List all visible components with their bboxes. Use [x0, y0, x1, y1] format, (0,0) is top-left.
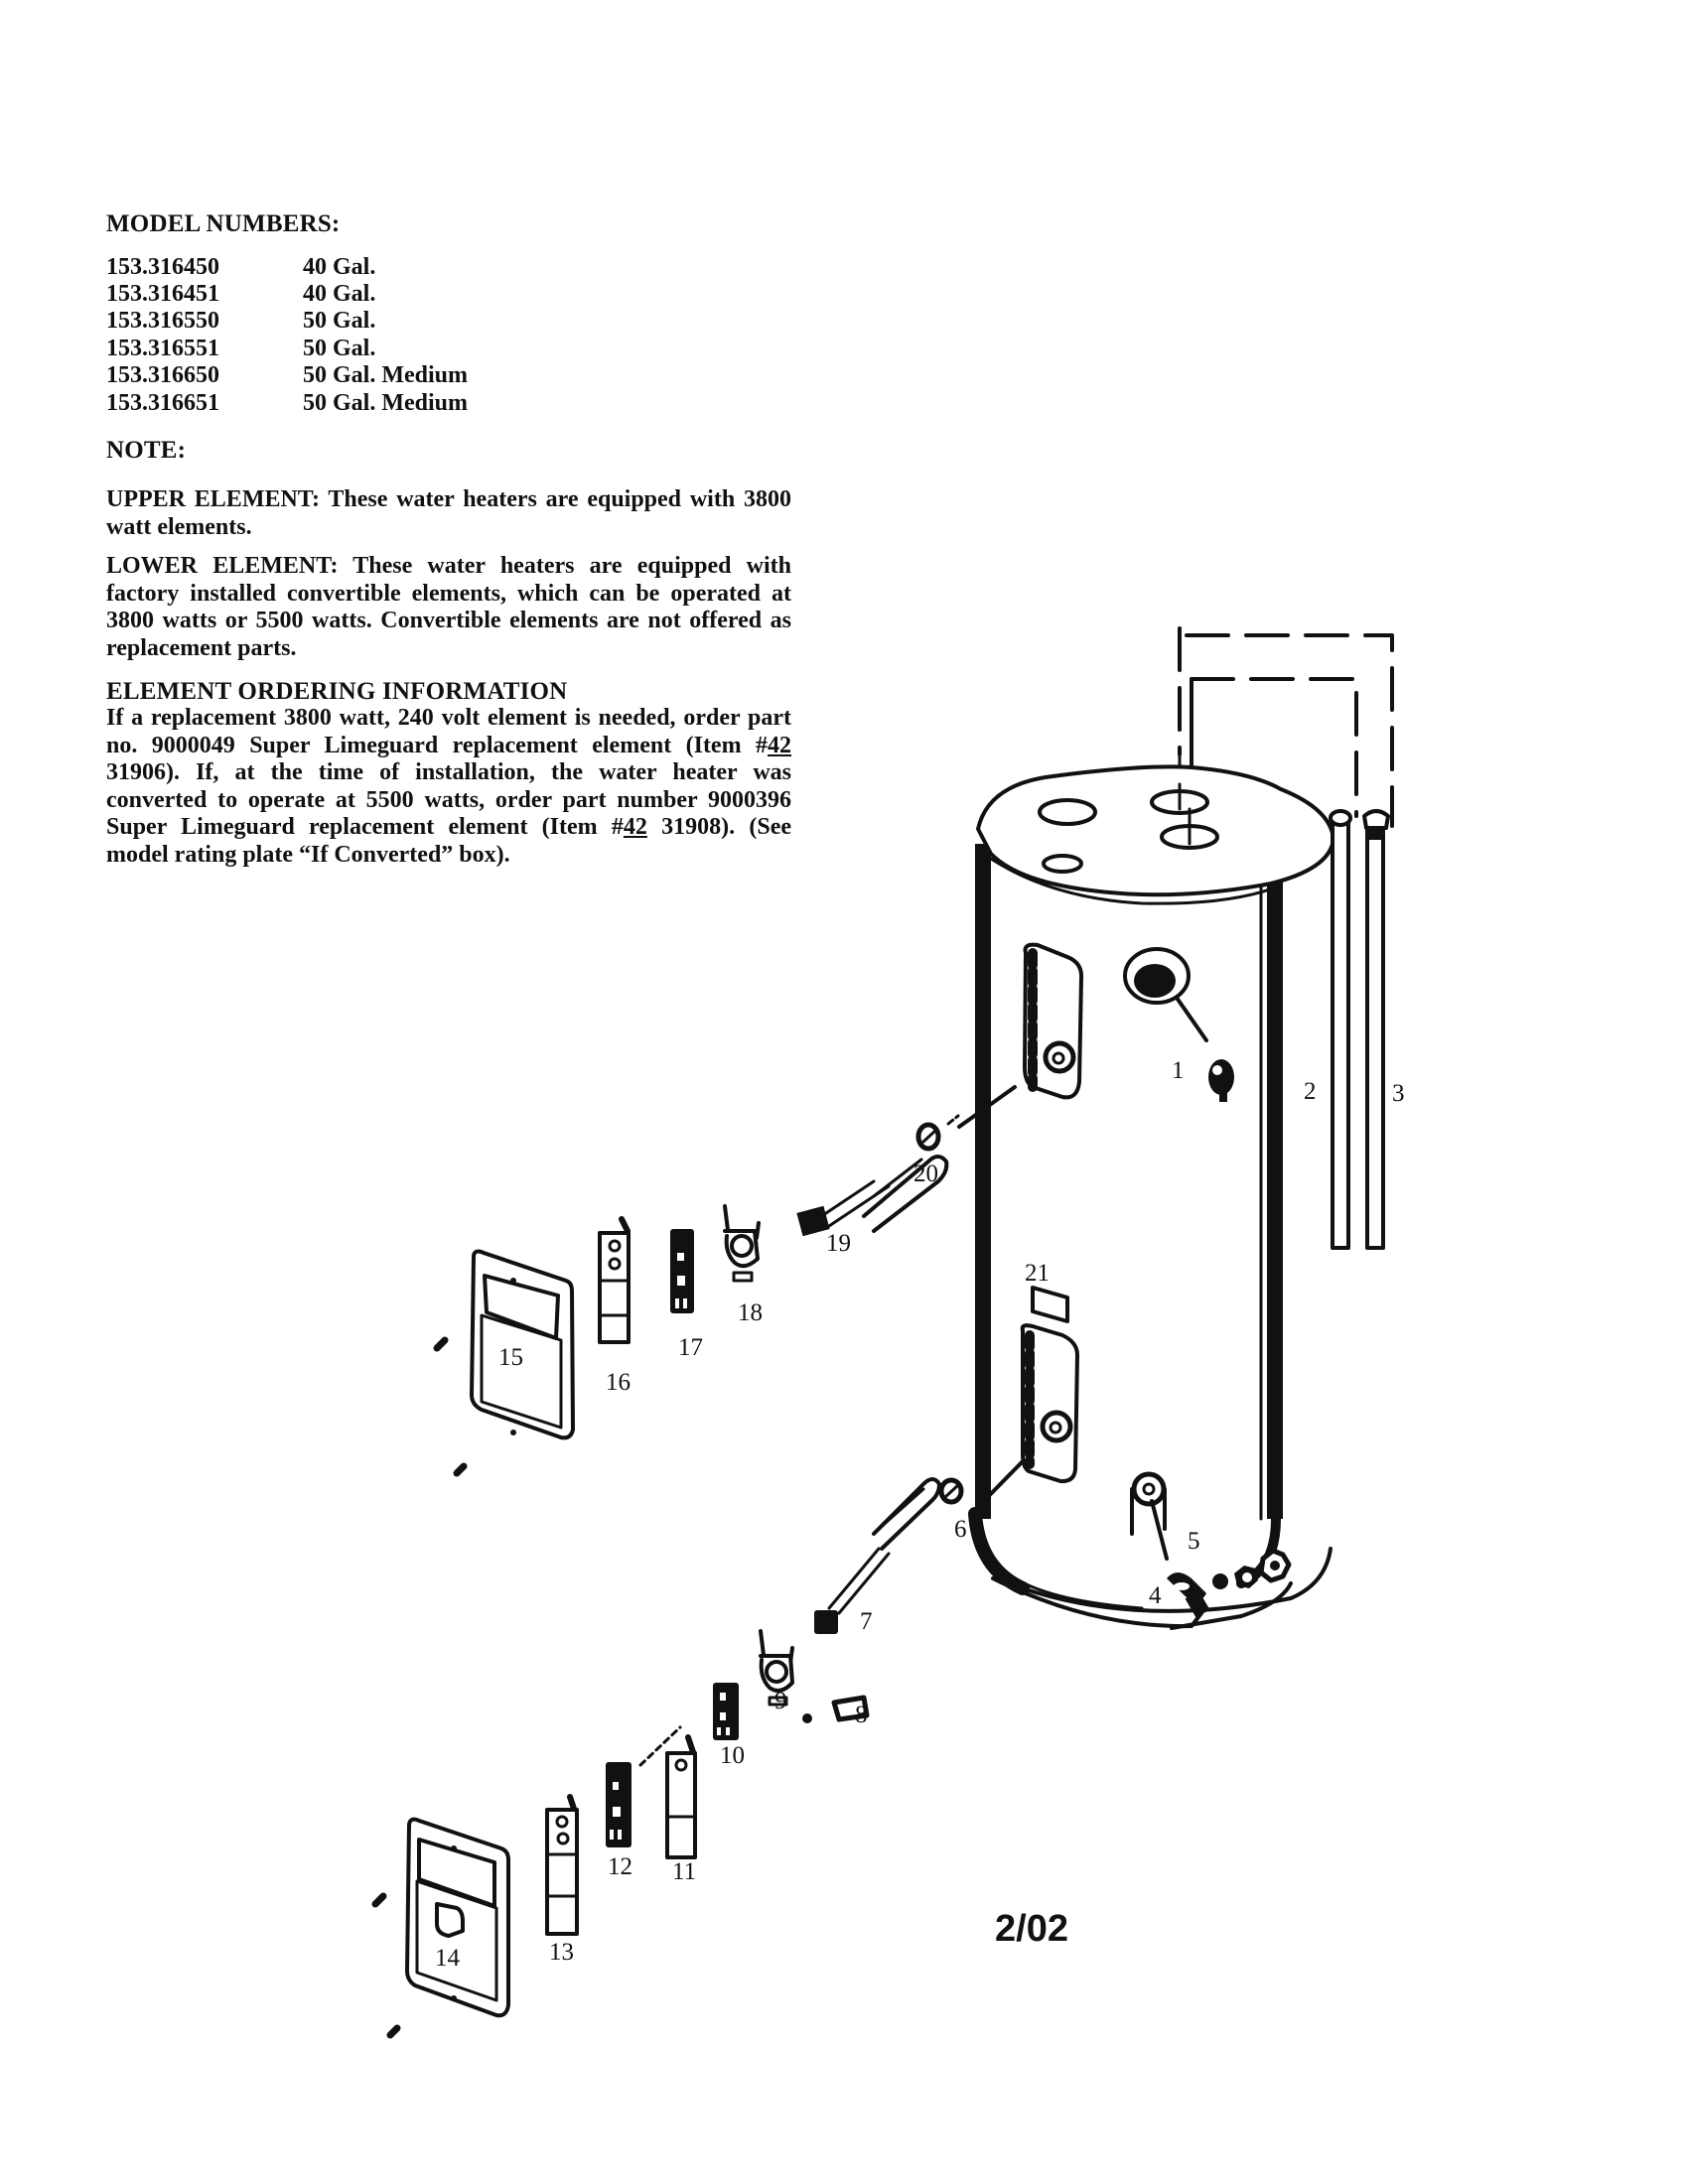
screw — [457, 1466, 464, 1473]
callout-11: 11 — [672, 1858, 697, 1885]
callout-15: 15 — [498, 1344, 523, 1371]
washer-5 — [1212, 1573, 1228, 1589]
lower-element-text: These water heaters are equipped with factory installed convertible elements, which can be operated at 3800 watts or 5500 watts. Convertible elements are not offered as replacement parts. — [106, 553, 791, 661]
lower-element-label: LOWER ELEMENT: — [106, 553, 339, 579]
terminal-cover-11 — [667, 1737, 695, 1857]
lower-heating-element-7 — [814, 1479, 939, 1634]
screw — [437, 1340, 445, 1348]
access-cover-14 — [407, 1820, 508, 2016]
lower-thermostat-10 — [713, 1683, 739, 1740]
upper-thermostat-17 — [670, 1229, 694, 1313]
callout-5: 5 — [1188, 1528, 1200, 1555]
gasket-star — [1261, 1551, 1289, 1580]
item-reference: 42 — [768, 732, 791, 758]
note-heading: NOTE: — [106, 437, 187, 464]
thermostat-bracket-18 — [725, 1206, 759, 1281]
tank-top — [978, 766, 1333, 903]
callout-4: 4 — [1149, 1582, 1162, 1609]
callout-1: 1 — [1172, 1057, 1185, 1084]
label-plate-21 — [1033, 1288, 1067, 1321]
item-reference: 42 — [623, 814, 647, 840]
callout-20: 20 — [913, 1160, 938, 1187]
model-number: 153.316651 — [106, 390, 219, 416]
terminal-cover-16 — [600, 1219, 629, 1342]
callout-6: 6 — [954, 1516, 967, 1543]
callout-18: 18 — [738, 1299, 763, 1326]
callout-2: 2 — [1304, 1078, 1317, 1105]
callout-8: 8 — [855, 1702, 868, 1728]
callout-3: 3 — [1392, 1080, 1405, 1107]
upper-element-text: These water heaters are equipped with 3800 watt elements. — [106, 486, 791, 540]
ordering-text-part-3: 31908). (See model rating plate “If Converted” box). — [106, 814, 792, 868]
callout-16: 16 — [606, 1369, 631, 1396]
high-limit-switch-12 — [606, 1762, 632, 1847]
drain-port — [1132, 1474, 1167, 1559]
model-number: 153.316551 — [106, 336, 219, 361]
callout-7: 7 — [860, 1608, 873, 1635]
ordering-text-part-2: 31906). If, at the time of installation, the water heater was converted to operate at 5500 watts, order part number 9000396 Super Limeguard replacement element (Item # — [106, 759, 791, 840]
model-capacity: 50 Gal. Medium — [303, 362, 468, 388]
model-numbers-heading: MODEL NUMBERS: — [106, 210, 341, 237]
model-capacity: 50 Gal. — [303, 336, 376, 361]
model-capacity: 50 Gal. — [303, 308, 376, 334]
terminal-cover-13 — [547, 1797, 577, 1934]
callout-13: 13 — [549, 1939, 574, 1966]
screw — [375, 1896, 383, 1904]
model-capacity: 40 Gal. — [303, 281, 376, 307]
callout-19: 19 — [826, 1230, 851, 1257]
lower-element-opening — [978, 1325, 1077, 1507]
callout-12: 12 — [608, 1853, 632, 1880]
element-gasket-20 — [918, 1116, 958, 1149]
hex-nut — [1234, 1566, 1258, 1588]
callout-17: 17 — [678, 1334, 703, 1361]
model-number: 153.316450 — [106, 254, 219, 280]
anode-rod-3 — [1364, 811, 1388, 1248]
callout-21: 21 — [1025, 1260, 1050, 1287]
model-capacity: 40 Gal. — [303, 254, 376, 280]
date-code: 2/02 — [995, 1908, 1068, 1950]
top-port-hot-outlet — [1040, 800, 1095, 824]
screw — [390, 2028, 397, 2035]
element-ordering-heading: ELEMENT ORDERING INFORMATION — [106, 678, 568, 705]
upper-element-label: UPPER ELEMENT: — [106, 486, 321, 512]
callout-9: 9 — [774, 1688, 787, 1714]
model-number: 153.316550 — [106, 308, 219, 334]
top-port-anode — [1044, 856, 1081, 872]
model-number: 153.316650 — [106, 362, 219, 388]
callout-14: 14 — [435, 1945, 460, 1972]
ordering-text-part-1: If a replacement 3800 watt, 240 volt element is needed, order part no. 9000049 Super Limeguard replacement element (Item # — [106, 705, 791, 758]
model-capacity: 50 Gal. Medium — [303, 390, 468, 416]
callout-10: 10 — [720, 1742, 745, 1769]
element-gasket-6 — [941, 1480, 961, 1502]
model-number: 153.316451 — [106, 281, 219, 307]
dip-tube-2 — [1331, 811, 1350, 1248]
